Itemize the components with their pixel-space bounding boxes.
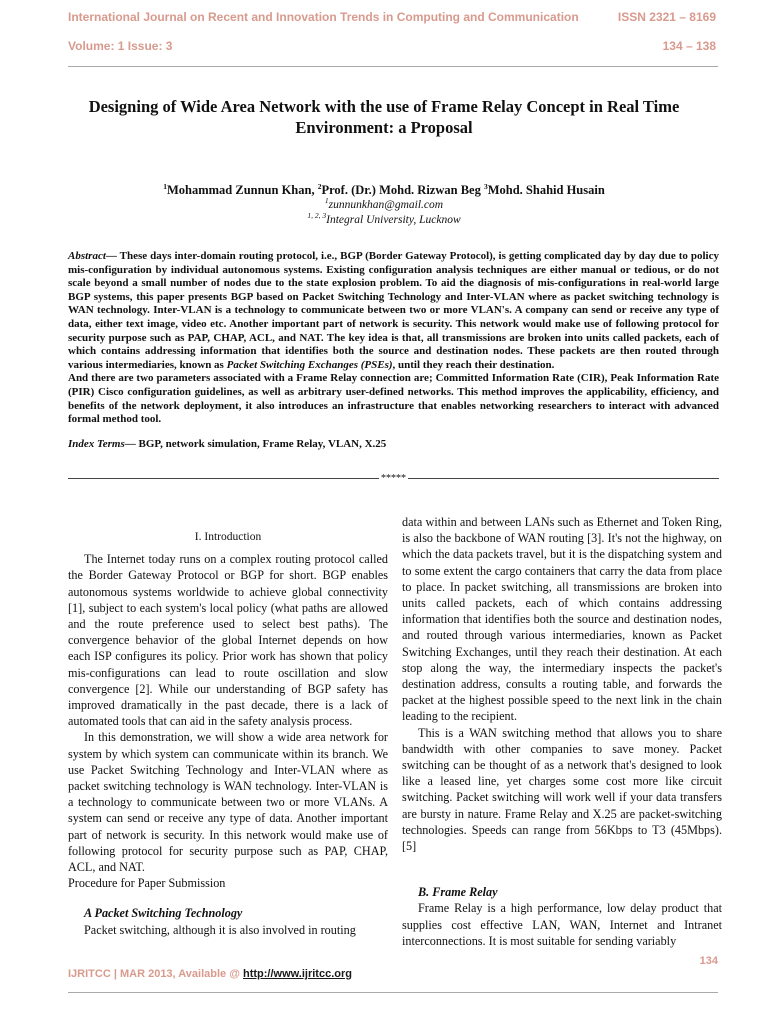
footer-text: IJRITCC | MAR 2013, Available @ [68,968,243,980]
page-range: 134 – 138 [662,39,716,53]
right-column [402,514,722,949]
email-sup: 1 [324,196,329,206]
right-paragraph-1: data within and between LANs such as Ethernet and Token Ring, is also the backbone of WAN routing [3]. It's not the highway, on which the data packets travel, but it is the dispatching system and to some extent the cargo containers that carry the data from place to place. In packet switching, all transmissions are broken into units called packets, each of which contains addressing information that identifies both the source and destination nodes, and routed through various intermediaries, known as Packet Switching Exchanges, until they reach their destination. At each stop along the way, the intermediary inspects the packet's destination address, consults a routing table, and forwards the packet at the highest possible speed to the next link in the chain leading to the recipient. [402,515,722,724]
author-email [40,196,728,211]
volume-issue: Volume: 1 Issue: 3 [68,39,173,53]
separator-stars: ***** [381,473,406,484]
packet-switching-paragraph: Packet switching, although it is also involved in routing [84,922,356,937]
author-sup-1: 1 [163,181,167,191]
abstract-label: Abstract [68,250,106,262]
index-terms-text: — BGP, network simulation, Frame Relay, VLAN, X.25 [124,437,387,450]
header-rule [68,66,718,67]
email-text: zunnunkhan@gmail.com [328,199,444,211]
right-paragraph-2: This is a WAN switching method that allows you to share bandwidth with other companies to save money. Packet switching can be thought of as a network that's designed to look like a leased line, yet charges some cost more like circuit switching. Packet switching will work well if your data transfers are bursty in nature. Frame Relay and X.25 are packet-switching technologies. Speeds can range from 56Kbps to T3 (45Mbps). [5] [402,725,722,854]
affiliation [40,211,728,226]
journal-link[interactable]: http://www.ijritcc.org [243,968,352,980]
index-terms [68,438,719,452]
intro-paragraph-3: Procedure for Paper Submission [68,876,226,891]
intro-paragraph-1: The Internet today runs on a complex routing protocol called the Border Gateway Protocol or BGP for short. BGP enables autonomous systems worldwide to achieve global connectivity [1], subject to each system's local policy (what paths are allowed and the route preference used to select best paths). The convergence behavior of the global Internet depends on how each ISP configures its policy. Prior work has shown that policy mis-configurations can lead to route oscillation and slow convergence [2]. While our understanding of BGP safety has improved dramatically in the past decade, there is a lack of automated tools that can aid in the safety analysis process. [68,552,388,729]
left-column [68,515,388,938]
running-header [68,10,716,53]
abstract-paragraph-2: And there are two parameters associated with a Frame Relay connection are; Committed Information Rate (CIR), Peak Information Rate (PIR) Cisco configuration guidelines, as well as arbitrary user-defined networks. This method improves the applicability, efficiency, and benefits of the network deployment, it also introduces an infrastructure that enables networking researchers to interact with advanced formal method tool. [68,372,719,426]
subsection-packet-switching: A Packet Switching Technology [84,906,243,921]
footer-rule [68,992,718,993]
index-terms-label: Index Terms [68,437,125,450]
separator [68,473,719,484]
abstract [68,250,719,451]
paper-title: Designing of Wide Area Network with the use of Frame Relay Concept in Real Time Environment: a Proposal [88,97,680,137]
affiliation-text: Integral University, Lucknow [326,214,461,226]
intro-paragraph-2: In this demonstration, we will show a wide area network for system by which system can communicate within its branch. We use Packet Switching Technology and Inter-VLAN where as packet switching technology is WAN technology. Inter-VLAN is a technology to communicate between two or more VLANs. A system can send or receive any type of data. Another important part of network is security. In this network would make use of following protocol for security purpose such as PAP, CHAP, ACL, and NAT. [68,730,388,875]
affiliation-sup: 1, 2, 3 [307,211,327,221]
abstract-body-end: , until they reach their destination. [392,358,555,371]
frame-relay-paragraph: Frame Relay is a high performance, low delay product that supplies cost effective LAN, WAN, Internet and Intranet interconnections. It is most suitable for sending variably [402,901,722,948]
section-title-introduction: I. Introduction [194,531,262,543]
author-sup-2: 2 [317,181,322,191]
page-number: 134 [699,955,718,967]
issn: ISSN 2321 – 8169 [617,10,716,24]
subsection-frame-relay: B. Frame Relay [418,885,498,900]
abstract-pse: Packet Switching Exchanges (PSEs) [226,358,393,371]
author-2: Prof. (Dr.) Mohd. Rizwan Beg [321,183,484,197]
author-list [40,183,728,198]
footer [68,968,352,980]
author-sup-3: 3 [483,181,488,191]
abstract-body: — These days inter-domain routing protocol, i.e., BGP (Border Gateway Protocol), is getting complicated day by day due to policy mis-configuration by individual autonomous systems. Existing configuration analysis techniques are either manual or tedious, or do not scale beyond a small number of nodes due to the state explosion problem. To aid the diagnosis of mis-configurations in real-world large BGP systems, this paper presents BGP based on Packet Switching Technology and Inter-VLAN where as packet switching technology is WAN technology. Inter-VLAN is a technology to communicate between two or more VLAN's. A company can send or receive any type of data, either text image, video etc. Another important part of network is security. This network would make use of following protocol for security purpose such as PAP, CHAP, ACL, and NAT. The key idea is that, all transmissions are broken into units called packets, each of which contains addressing information that identifies both the source and destination nodes. These packets are then routed through various intermediaries, known as [68,250,719,371]
author-1: Mohammad Zunnun Khan, [166,183,318,197]
author-3: Mohd. Shahid Husain [487,183,605,197]
journal-name: International Journal on Recent and Innovation Trends in Computing and Communication [68,10,579,24]
